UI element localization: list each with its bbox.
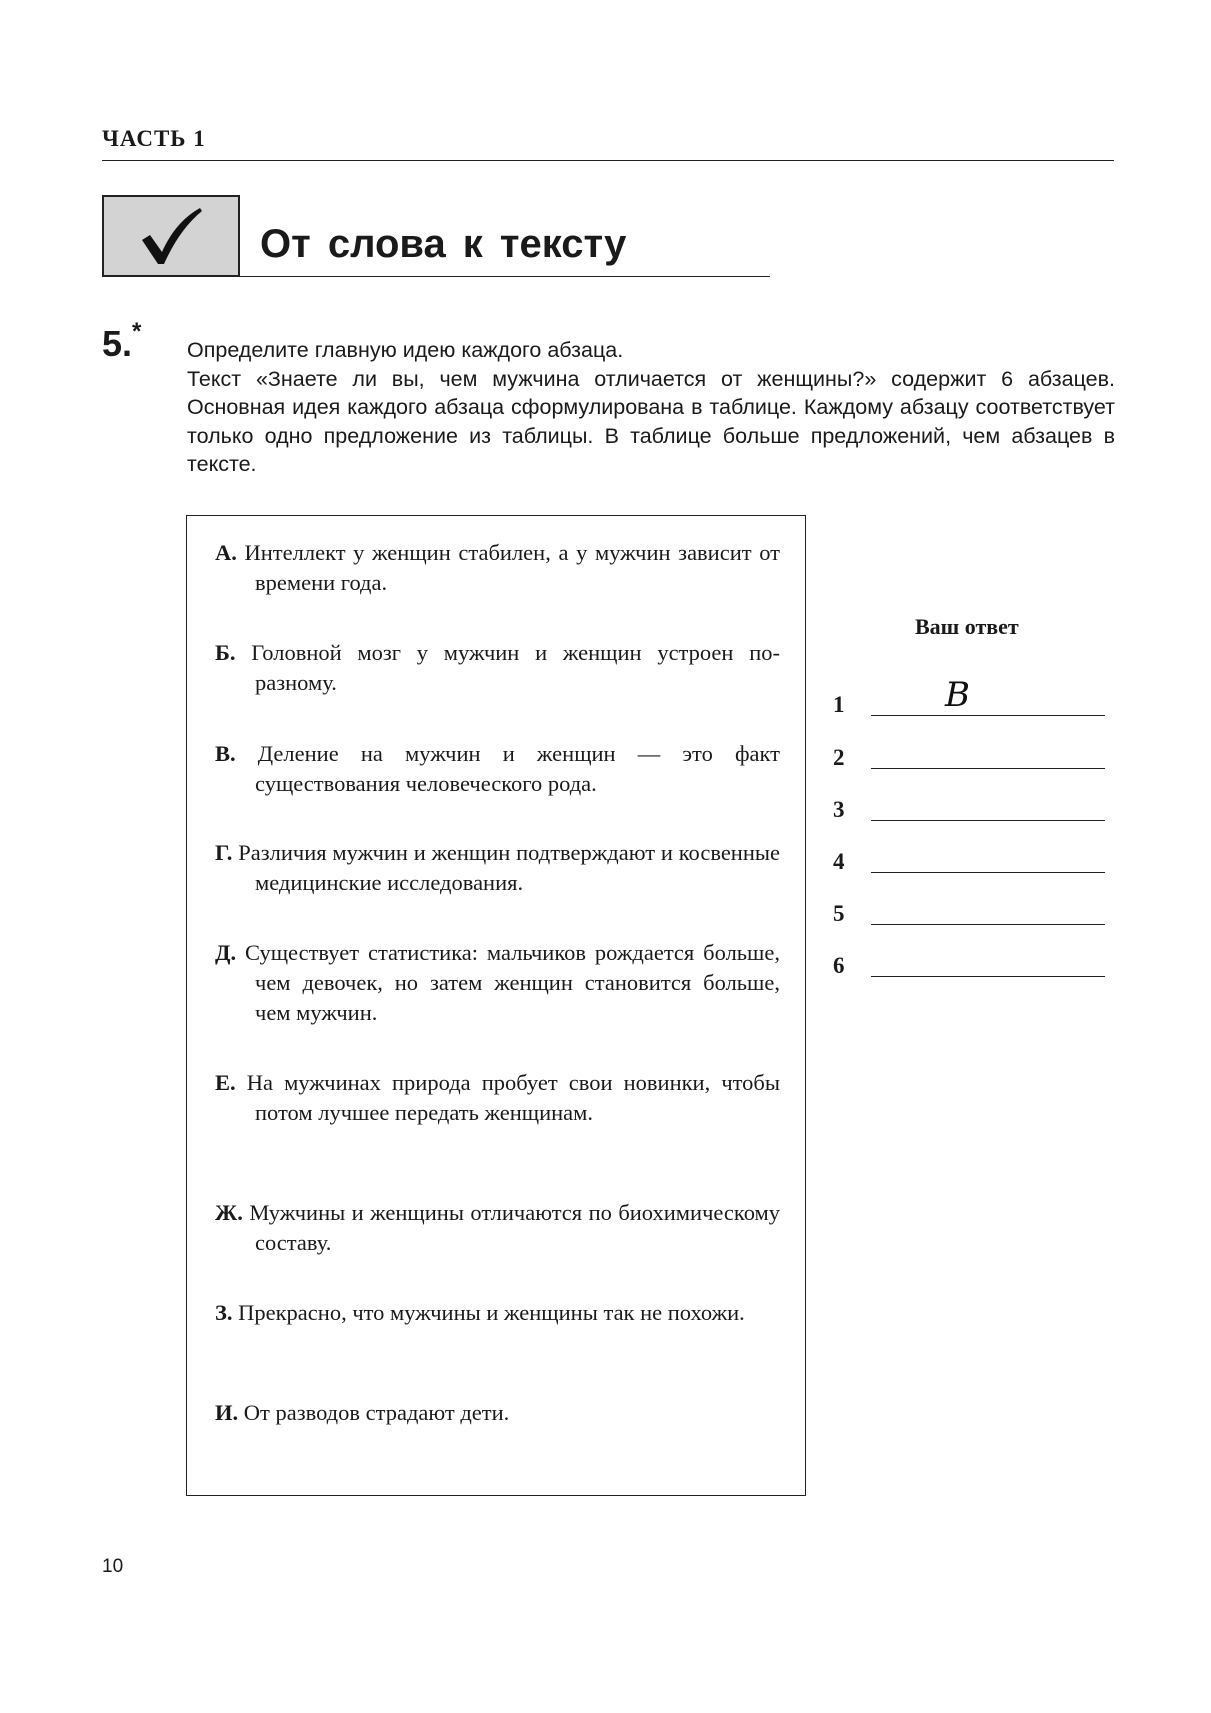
answer-number: 3 [833, 797, 845, 822]
section-badge [102, 195, 240, 277]
option-d [215, 938, 780, 1028]
answer-row-4[interactable] [833, 843, 1105, 873]
answer-line[interactable] [871, 976, 1105, 977]
option-letter: И. [215, 1400, 239, 1425]
answer-number: 5 [833, 901, 845, 926]
answer-number: 4 [833, 849, 845, 874]
option-text: Головной мозг у мужчин и женщин устроен по-разному. [251, 640, 780, 695]
option-b [215, 638, 780, 698]
option-zh [215, 1198, 780, 1258]
task-number [102, 318, 142, 364]
option-a [215, 538, 780, 598]
answer-number: 6 [833, 953, 845, 978]
option-text: Прекрасно, что мужчины и женщины так не похожи. [238, 1300, 745, 1325]
task-body: Текст «Знаете ли вы, чем мужчина отличается от женщины?» содержит 6 абзацев. Основная идея каждого абзаца сформулирована в таблице. Каждому абзацу соответствует только одно предложение из таблицы. В таблице больше предложений, чем абзацев в тексте. [187, 366, 1115, 476]
answer-line[interactable] [871, 768, 1105, 769]
section-title: От слова к тексту [260, 222, 627, 266]
task-star: * [132, 318, 142, 345]
part-label: ЧАСТЬ 1 [102, 126, 206, 151]
answer-line[interactable] [871, 820, 1105, 821]
option-text: От разводов страдают дети. [243, 1400, 510, 1425]
option-letter: А. [215, 540, 237, 565]
option-text: На мужчинах природа пробует свои новинки, чтобы потом лучшее передать женщинам. [246, 1070, 780, 1125]
answer-row-2[interactable] [833, 739, 1105, 769]
option-text: Деление на мужчин и женщин — это факт существования человеческого рода. [255, 741, 781, 796]
page-number: 10 [102, 1556, 124, 1577]
option-e [215, 1068, 780, 1128]
task-intro: Определите главную идею каждого абзаца. [187, 338, 624, 362]
answer-line[interactable] [871, 715, 1105, 716]
task-instructions [187, 336, 1115, 479]
option-letter: Е. [215, 1070, 236, 1095]
option-text: Существует статистика: мальчиков рождается больше, чем девочек, но затем женщин становится больше, чем мужчин. [245, 940, 780, 1025]
checkmark-icon [136, 204, 206, 268]
option-letter: Г. [215, 840, 233, 865]
answer-line[interactable] [871, 924, 1105, 925]
option-text: Различия мужчин и женщин подтверждают и косвенные медицинские исследования. [238, 840, 780, 895]
answer-number: 1 [833, 692, 845, 717]
answer-row-1[interactable] [833, 675, 1105, 717]
option-letter: Д. [215, 940, 237, 965]
option-v [215, 739, 780, 799]
part-divider [102, 160, 1114, 161]
option-letter: З. [215, 1300, 233, 1325]
answer-row-5[interactable] [833, 895, 1105, 925]
option-g [215, 838, 780, 898]
option-letter: Б. [215, 640, 236, 665]
option-text: Мужчины и женщины отличаются по биохимическому составу. [249, 1200, 781, 1255]
answer-line[interactable] [871, 872, 1105, 873]
task-number-value: 5. [102, 323, 133, 364]
option-i [215, 1398, 780, 1428]
title-underline [240, 276, 770, 277]
answer-title: Ваш ответ [915, 614, 1019, 639]
answer-number: 2 [833, 745, 845, 770]
options-table [186, 515, 806, 1496]
answer-row-3[interactable] [833, 791, 1105, 821]
answer-row-6[interactable] [833, 947, 1105, 977]
option-letter: В. [215, 741, 236, 766]
option-z [215, 1298, 780, 1328]
handwritten-answer: В [945, 675, 970, 715]
option-text: Интеллект у женщин стабилен, а у мужчин зависит от времени года. [244, 540, 780, 595]
option-letter: Ж. [215, 1200, 243, 1225]
